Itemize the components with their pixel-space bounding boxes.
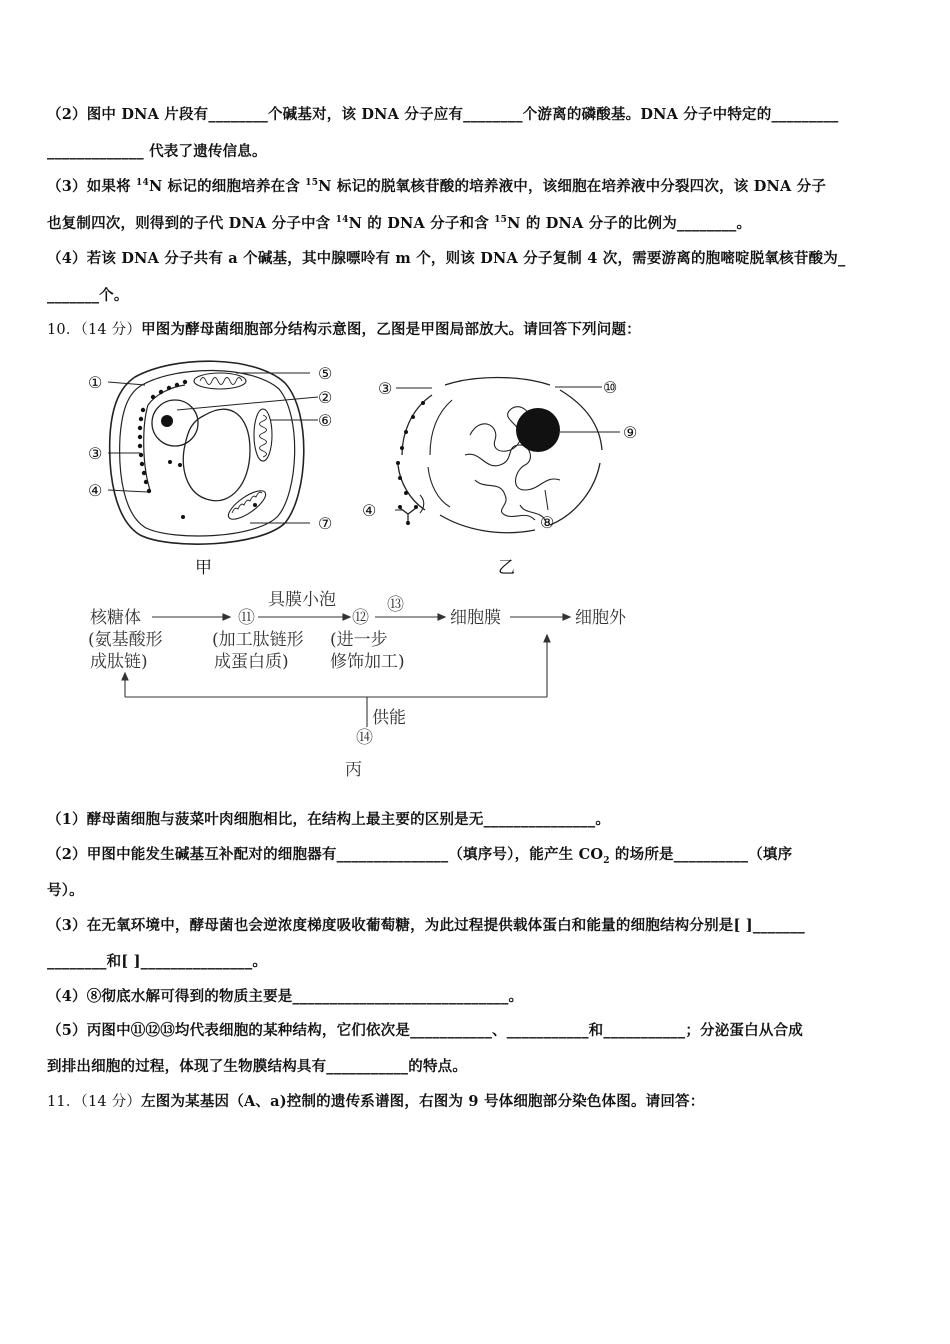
callout-1: ① (88, 373, 103, 392)
callout-9: ⑨ (623, 423, 638, 442)
co2-subscript: 2 (603, 855, 610, 866)
callout-2: ② (318, 388, 333, 407)
q9-part3-line2 (47, 212, 751, 233)
flow-energy: 供能 (372, 708, 406, 728)
q9-part2-line2: _____________ 代表了遗传信息。 (47, 143, 267, 160)
q10-part5-line2: 到排出细胞的过程，体现了生物膜结构具有___________的特点。 (47, 1058, 468, 1075)
isotope-15-superscript: 15 (305, 178, 319, 189)
flow-node-11: ⑪ (238, 608, 255, 628)
q10-part1: （1）酵母菌细胞与菠菜叶肉细胞相比，在结构上最主要的区别是无_______________。 (47, 811, 611, 828)
q9-part4-line2: _______个。 (47, 287, 129, 304)
q11-stem: 左图为某基因（A、a)控制的遗传系谱图，右图为 9 号体细胞部分染色体图。请回答： (141, 1093, 705, 1110)
figure-jia (88, 361, 332, 578)
q11-number: 11．（14 分） (47, 1094, 142, 1110)
callout-10: ⑩ (603, 378, 618, 397)
q10-part2-line1 (47, 843, 792, 864)
q10-part2-text-b: 的场所是__________（填序 (609, 846, 793, 863)
q9-part4-line1: （4）若该 DNA 分子共有 a 个碱基，其中腺嘌呤有 m 个，则该 DNA 分子复制 4 次，需要游离的胞嘧啶脱氧核苷酸为_ (47, 250, 846, 267)
q10-number: 10．（14 分） (47, 322, 142, 338)
flow-node12-note1: (进一步 (330, 630, 388, 650)
flow-outside-cell: 细胞外 (575, 608, 626, 628)
q9-part2-line1: （2）图中 DNA 片段有________个碱基对，该 DNA 分子应有________个游离的磷酸基。DNA 分子中特定的_________ (47, 106, 839, 123)
yeast-cell-membrane (120, 370, 295, 536)
flow-node-12: ⑫ (352, 608, 369, 628)
figure-yi (362, 378, 637, 579)
flow-ribosome-note1: (氨基酸形 (88, 630, 163, 650)
yi-ribosome-dots (396, 401, 425, 495)
q9-part3-text-c: N 标记的脱氧核苷酸的培养液中，该细胞在培养液中分裂四次，该 DNA 分子 (318, 178, 827, 195)
q10-part2-text-a: （2）甲图中能发生碱基互补配对的细胞器有_______________（填序号），能产生 CO (47, 846, 604, 863)
q10-stem: 甲图为酵母菌细胞部分结构示意图，乙图是甲图局部放大。请回答下列问题： (141, 321, 641, 338)
q9-part3-text-b: N 标记的细胞培养在含 (148, 178, 306, 195)
q9-part3-text-a: （3）如果将 (47, 178, 137, 195)
flow-cell-membrane: 细胞膜 (450, 608, 501, 628)
flow-node-14: ⑭ (356, 728, 373, 748)
q10-part2-line2: 号）。 (47, 882, 84, 899)
cell-structure-figure (80, 355, 680, 785)
nucleolus (161, 415, 173, 427)
nucleus (152, 400, 198, 446)
q9-part3-text-f: N 的 DNA 分子的比例为________。 (507, 215, 752, 232)
vacuole (183, 409, 250, 501)
callout-7: ⑦ (318, 514, 333, 533)
q10-part5-line1: （5）丙图中⑪⑫⑬均代表细胞的某种结构，它们依次是___________、___________和___________；分泌蛋白从合成 (47, 1022, 803, 1039)
flow-node11-note1: (加工肽链形 (212, 630, 304, 650)
yi-leader-lines (395, 387, 620, 510)
callout-6: ⑥ (318, 411, 333, 430)
isotope-14-superscript: 14 (136, 178, 149, 189)
isotope-15-superscript: 15 (494, 215, 508, 226)
callout-4: ④ (88, 481, 103, 500)
carrier-protein (400, 508, 416, 522)
mitochondrion-right (254, 409, 272, 461)
callout-3: ③ (88, 444, 103, 463)
callout-4-yi: ④ (362, 501, 377, 520)
label-yi: 乙 (498, 558, 515, 578)
figure-bing (88, 590, 627, 780)
flow-ribosome-note2: 成肽链) (90, 652, 148, 672)
q11-stem-line (47, 1090, 704, 1111)
label-bing: 丙 (345, 760, 362, 780)
label-jia: 甲 (195, 558, 212, 578)
endoplasmic-reticulum (144, 405, 150, 490)
q10-part4: （4）⑧彻底水解可得到的物质主要是_____________________________。 (47, 988, 524, 1005)
q10-part3-line2: ________和[ ]_______________。 (47, 953, 268, 970)
mitochondria (194, 373, 272, 524)
q10-stem-line (47, 318, 641, 339)
isotope-14-superscript: 14 (335, 215, 349, 226)
q9-part3-text-e: N 的 DNA 分子和含 (348, 215, 495, 232)
nucleolus-enlarged (516, 408, 560, 452)
er-membrane-upper (402, 395, 432, 455)
flow-node11-note2: 成蛋白质) (214, 652, 289, 672)
ribosome-dots (138, 380, 257, 519)
q9-part3-line1 (47, 175, 826, 196)
flow-node-13: ⑬ (387, 595, 404, 615)
er-membrane-lower (398, 465, 425, 510)
flow-vesicle: 具膜小泡 (268, 590, 336, 610)
mitochondrion-top (194, 373, 246, 389)
callout-8: ⑧ (540, 513, 555, 532)
callout-5: ⑤ (318, 364, 333, 383)
flow-ribosome: 核糖体 (90, 608, 141, 628)
nuclear-envelope-top (445, 378, 550, 386)
mitochondrion-bottom (224, 486, 269, 524)
callout-3-yi: ③ (378, 379, 393, 398)
flow-node12-note2: 修饰加工) (330, 652, 405, 672)
q10-part3-line1: （3）在无氧环境中，酵母菌也会逆浓度梯度吸收葡萄糖，为此过程提供载体蛋白和能量的细胞结构分别是[ ]_______ (47, 917, 806, 934)
q9-part3-text-d: 也复制四次，则得到的子代 DNA 分子中含 (47, 215, 336, 232)
